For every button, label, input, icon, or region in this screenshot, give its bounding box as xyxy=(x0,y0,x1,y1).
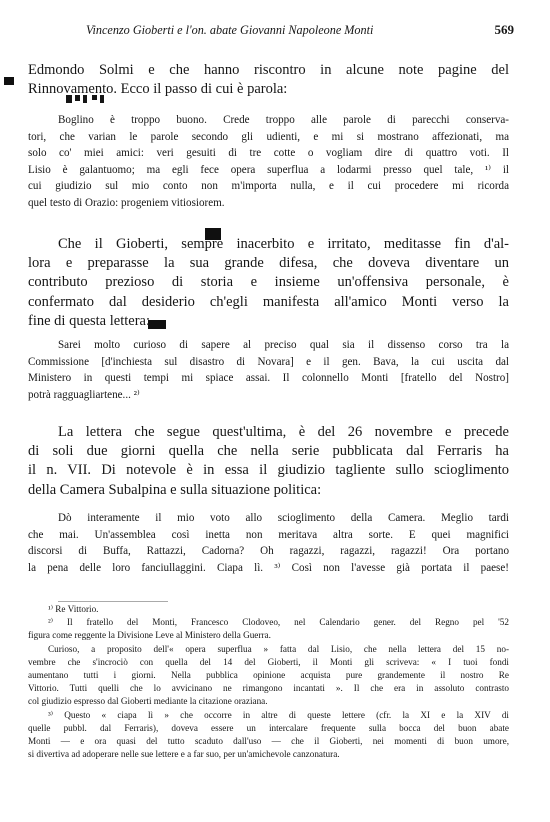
footnote-rule xyxy=(58,601,168,602)
text-line: Commissione [d'inchiesta sul disastro di Novara] e il gen. Bava, la cui uscita dal xyxy=(28,355,509,368)
text-line: Che il Gioberti, sempre inacerbito e irritato, meditasse fin d'al- xyxy=(58,236,509,252)
footnote-line: ²⁾ Il fratello del Monti, Francesco Clodoveo, nel Calendario gener. del Regno pel '52 xyxy=(48,617,509,628)
text-line: solo co' miei amici: veri gesuiti di tre cotte o vogliam dire di quattro voti. Il xyxy=(28,147,509,160)
text-line: confermato dal desiderio ch'egli manifesta all'amico Monti verso la xyxy=(28,293,509,310)
margin-ink-mark xyxy=(4,77,14,85)
text-line: la pena delle loro fanciullaggini. Ciapa lì. ³⁾ Così non l'avesse già portata il paese! xyxy=(28,561,509,574)
text-line: contributo prezioso di storia e insieme un'offensiva personale, è xyxy=(28,274,509,291)
footnote-line: quelle pubbl. dal Ferraris), doveva essere un intercalare frequente sulla bocca del buon abate xyxy=(28,722,509,733)
footnote-line: vembre che s'incrociò con quella del 14 del Gioberti, il Monti gli scriveva: « I tuoi fondi xyxy=(28,656,509,667)
text-line: della Camera Subalpina e sulla situazione politica: xyxy=(28,481,322,498)
quotation xyxy=(28,112,509,212)
text-line: lora e preparasse la sua grande difesa, che doveva diventare un xyxy=(28,255,509,272)
footnote-line: aumentano tutti i giorni. Nella pubblica opinione acquista pure grandemente il nostro Re xyxy=(28,670,509,681)
quotation xyxy=(28,337,509,403)
intro-paragraph xyxy=(28,61,509,99)
body-paragraph xyxy=(28,235,509,331)
footnote-line: si divertiva ad adoperare nelle sue lettere e a far suo, per un'amichevole canzonatura. xyxy=(28,749,340,760)
text-line: Rinnovamento. Ecco il passo di cui è parola: xyxy=(28,81,288,98)
text-line: La lettera che segue quest'ultima, è del 26 novembre e precede xyxy=(58,424,509,440)
text-line: che mai. Un'assemblea così inetta non meritava altra sorte. E quei magnifici xyxy=(28,528,509,541)
text-line: Edmondo Solmi e che hanno riscontro in alcune note pagine del xyxy=(28,62,509,78)
footnote-line: Vittorio. Tutti quelli che lo avvicinano ne rimangono incantati ». Il che era in assoluto contrasto xyxy=(28,683,509,694)
text-line: fine di questa lettera: xyxy=(28,312,150,329)
footnote-line: figura come reggente la Divisione Leve al Ministero della Guerra. xyxy=(28,630,271,641)
footnote-line: Curioso, a proposito dell'« opera superflua » fatta dal Lisio, che nella lettera del 15 no- xyxy=(48,643,509,654)
page-number: 569 xyxy=(494,22,514,37)
text-line: tori, che varian le parole secondo gli udienti, e mi si mostrano affezionati, ma xyxy=(28,130,509,143)
text-line: Ministero in questi tempi mi spiace assai. Il colonnello Monti [fratello del Nostro] xyxy=(28,372,509,385)
text-line: di soli due giorni quella che nella serie pubblicata dal Ferraris ha xyxy=(28,443,509,460)
text-line: Boglino è troppo buono. Crede troppo alle parole di parecchi conserva- xyxy=(58,114,509,126)
text-line: Lisio è galantuomo; ma egli fece opera superflua a lodarmi presso quel tale, ¹⁾ il xyxy=(28,163,509,176)
text-line: Dò interamente il mio voto allo scioglimento della Camera. Meglio tardi xyxy=(58,512,509,524)
text-line: potrà ragguagliartene... ²⁾ xyxy=(28,388,140,401)
text-line: discorsi di Buffa, Rattazzi, Cadorna? Oh ragazzi, ragazzi, ragazzi! Ora portano xyxy=(28,545,509,558)
text-line: cui giudizio sul mio conto non m'importa nulla, e il cui procedere mi ricorda xyxy=(28,180,509,193)
footnote-line: ¹⁾ Re Vittorio. xyxy=(48,604,99,614)
footnote-line: Monti — e ora quasi del tutto scaduto dall'uso — che il Gioberti, nei momenti di buon umore, xyxy=(28,736,509,747)
running-head: Vincenzo Gioberti e l'on. abate Giovanni Napoleone Monti xyxy=(86,23,374,37)
text-line: il n. VII. Di notevole è in essa il giudizio tagliente sullo scioglimento xyxy=(28,462,509,479)
body-paragraph xyxy=(28,423,509,500)
text-line: quel testo di Orazio: progeniem vitiosiorem. xyxy=(28,196,225,209)
text-line: Sarei molto curioso di sapere al preciso qual sia il dissenso corso tra la xyxy=(58,339,509,351)
footnote-line: ³⁾ Questo « ciapa lì » che occorre in altre di queste lettere (cfr. la XI e la XIV di xyxy=(48,709,509,720)
footnote-line: col giudizio espresso dal Gioberti mediante la citazione oraziana. xyxy=(28,696,268,707)
quotation xyxy=(28,510,509,576)
footnotes xyxy=(28,603,509,761)
